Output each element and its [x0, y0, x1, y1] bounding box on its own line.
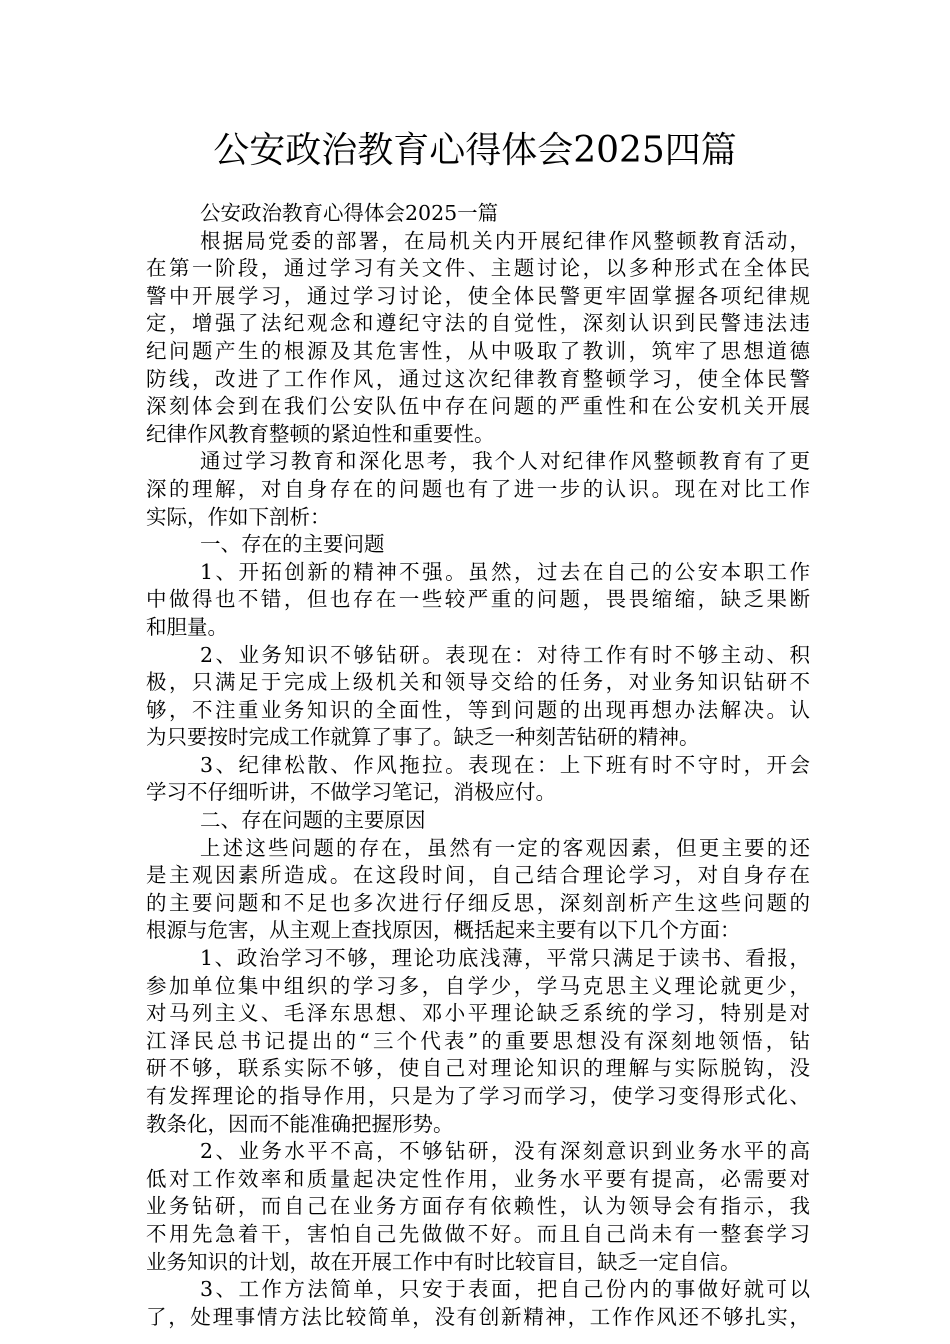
text-line: 极，只满足于完成上级机关和领导交给的任务，对业务知识钻研不 [146, 670, 810, 695]
text-line: 2、业务水平不高，不够钻研，没有深刻意识到业务水平的高 [200, 1139, 810, 1164]
text-line: 根据局党委的部署，在局机关内开展纪律作风整顿教育活动， [200, 228, 810, 253]
text-line: 深的理解，对自身存在的问题也有了进一步的认识。现在对比工作 [146, 476, 810, 501]
text-line: 通过学习教育和深化思考，我个人对纪律作风整顿教育有了更 [200, 449, 810, 474]
text-line: 业务钻研，而自己在业务方面存有依赖性，认为领导会有指示，我 [146, 1194, 810, 1219]
text-line: 有发挥理论的指导作用，只是为了学习而学习，使学习变得形式化、 [146, 1084, 810, 1108]
text-line: 对马列主义、毛泽东思想、邓小平理论缺乏系统的学习，特别是对 [146, 1001, 810, 1026]
text-line: 低对工作效率和质量起决定性作用，业务水平要有提高，必需要对 [146, 1166, 810, 1191]
text-line: 和胆量。 [146, 614, 228, 639]
text-line: 警中开展学习，通过学习讨论，使全体民警更牢固掌握各项纪律规 [146, 283, 810, 308]
text-line: 上述这些问题的存在，虽然有一定的客观因素，但更主要的还 [200, 835, 810, 860]
text-line: 在第一阶段，通过学习有关文件、主题讨论，以多种形式在全体民 [146, 256, 810, 281]
document-title: 公安政治教育心得体会2025四篇 [213, 130, 737, 171]
text-line: 3、纪律松散、作风拖拉。表现在：上下班有时不守时，开会 [200, 752, 810, 777]
text-line: 防线，改进了工作作风，通过这次纪律教育整顿学习，使全体民警 [146, 366, 810, 391]
text-line: 2、业务知识不够钻研。表现在：对待工作有时不够主动、积 [200, 642, 810, 667]
text-line: 根源与危害，从主观上查找原因，概括起来主要有以下几个方面： [146, 918, 741, 943]
text-line: 二、存在问题的主要原因 [200, 808, 426, 833]
text-line: 3、工作方法简单，只安于表面，把自己份内的事做好就可以 [200, 1277, 810, 1302]
text-line: 是主观因素所造成。在这段时间，自己结合理论学习，对自身存在 [146, 863, 810, 888]
text-line: 为只要按时完成工作就算了事了。缺乏一种刻苦钻研的精神。 [146, 725, 700, 750]
text-line: 教条化，因而不能准确把握形势。 [146, 1111, 454, 1136]
text-line: 研不够，联系实际不够，使自己对理论知识的理解与实际脱钩，没 [146, 1056, 810, 1081]
text-line: 参加单位集中组织的学习多，自学少，学马克思主义理论就更少， [146, 973, 810, 998]
text-line: 公安政治教育心得体会2025一篇 [200, 201, 499, 225]
text-line: 业务知识的计划，故在开展工作中有时比较盲目，缺乏一定自信。 [146, 1249, 741, 1274]
text-line: 纪律作风教育整顿的紧迫性和重要性。 [146, 421, 495, 446]
text-line: 学习不仔细听讲，不做学习笔记，消极应付。 [146, 780, 556, 805]
text-line: 实际，作如下剖析： [146, 504, 331, 529]
text-line: 1、政治学习不够，理论功底浅薄，平常只满足于读书、看报， [200, 946, 810, 971]
text-line: 中做得也不错，但也存在一些较严重的问题，畏畏缩缩，缺乏果断 [146, 587, 810, 612]
text-line: 一、存在的主要问题 [200, 532, 385, 557]
text-line: 的主要问题和不足也多次进行仔细反思，深刻剖析产生这些问题的 [146, 890, 810, 915]
text-line: 深刻体会到在我们公安队伍中存在问题的严重性和在公安机关开展 [146, 394, 810, 419]
text-line: 纪问题产生的根源及其危害性，从中吸取了教训，筑牢了思想道德 [146, 338, 810, 363]
text-line: 定，增强了法纪观念和遵纪守法的自觉性，深刻认识到民警违法违 [146, 311, 810, 336]
text-line: 了，处理事情方法比较简单，没有创新精神，工作作风还不够扎实， [146, 1304, 810, 1329]
text-line: 够，不注重业务知识的全面性，等到问题的出现再想办法解决。认 [146, 697, 810, 722]
text-line: 不用先急着干，害怕自己先做做不好。而且自己尚未有一整套学习 [146, 1221, 810, 1246]
document-body [146, 200, 810, 1331]
text-line: 江泽民总书记提出的“三个代表”的重要思想没有深刻地领悟，钻 [146, 1028, 810, 1053]
text-line: 1、开拓创新的精神不强。虽然，过去在自己的公安本职工作 [200, 559, 810, 584]
